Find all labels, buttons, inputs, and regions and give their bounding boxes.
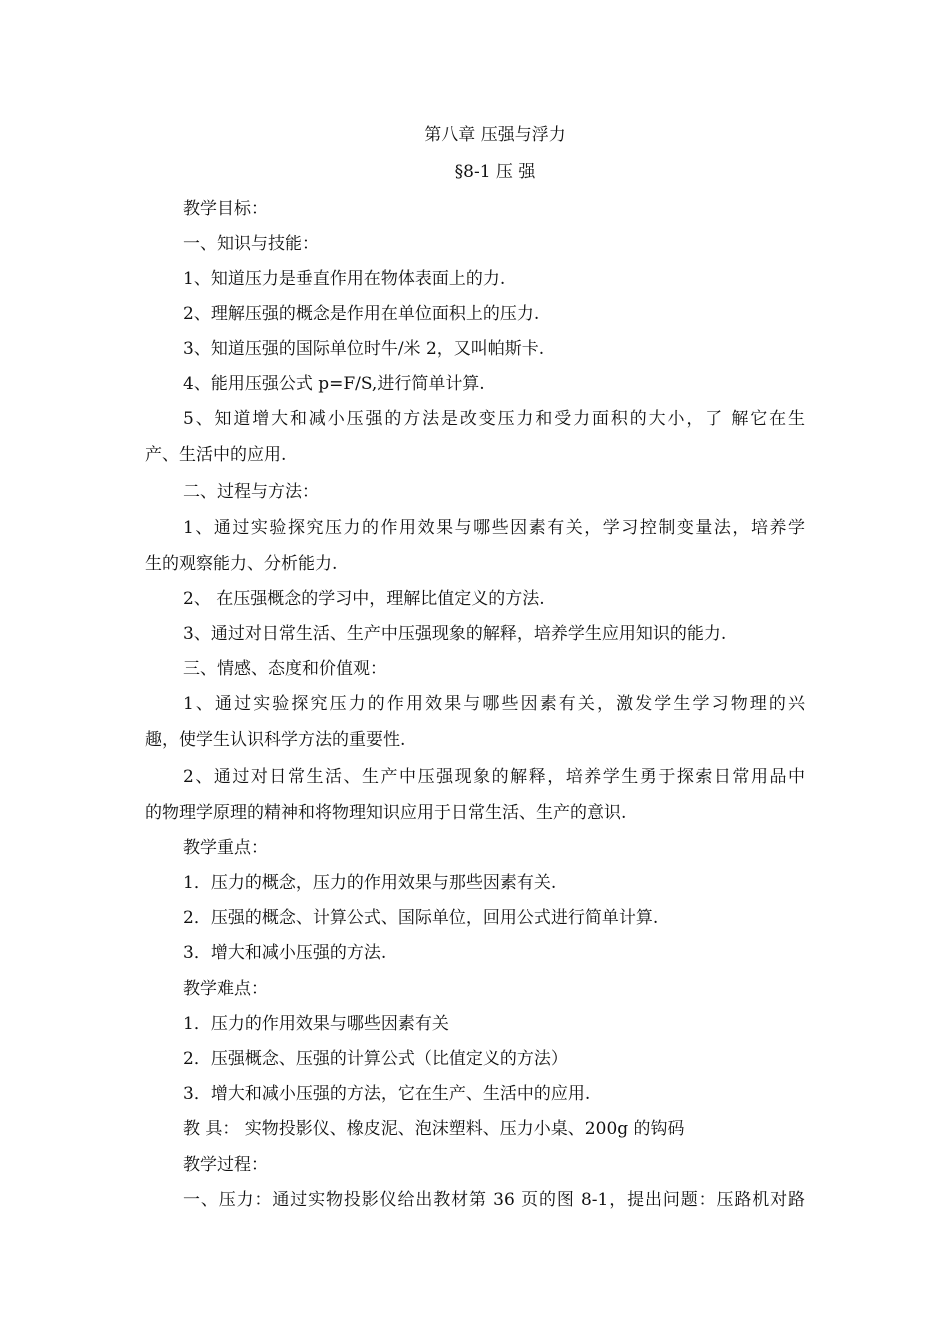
paragraph-line: 2、 在压强概念的学习中，理解比值定义的方法. [183, 589, 545, 609]
paragraph-line: 三、情感、态度和价值观： [183, 659, 387, 679]
paragraph-line: 5、知道增大和减小压强的方法是改变压力和受力面积的大小，了 解它在生 [183, 409, 805, 429]
paragraph-line: 二、过程与方法： [183, 482, 319, 502]
paragraph-line: 教学过程： [183, 1155, 268, 1175]
paragraph-line: 1．压力的概念，压力的作用效果与那些因素有关. [183, 873, 557, 893]
paragraph-line: 3、通过对日常生活、生产中压强现象的解释，培养学生应用知识的能力. [183, 624, 727, 644]
paragraph-line: 教学目标： [183, 199, 268, 219]
paragraph-line: 2．压强概念、压强的计算公式（比值定义的方法） [183, 1049, 568, 1069]
paragraph-line: 3．增大和减小压强的方法. [183, 943, 387, 963]
paragraph-line: 2、理解压强的概念是作用在单位面积上的压力. [183, 304, 540, 324]
paragraph-line: 4、能用压强公式 p=F/S,进行简单计算. [183, 374, 485, 394]
paragraph-line: 教学难点： [183, 979, 268, 999]
section-title: §8-1 压 强 [454, 162, 536, 182]
paragraph-line: 趣，使学生认识科学方法的重要性. [145, 730, 406, 750]
paragraph-line: 1．压力的作用效果与哪些因素有关 [183, 1014, 449, 1034]
paragraph-line: 2、通过对日常生活、生产中压强现象的解释，培养学生勇于探索日常用品中 [183, 767, 805, 787]
paragraph-line: 教 具： 实物投影仪、橡皮泥、泡沫塑料、压力小桌、200g 的钩码 [183, 1119, 685, 1139]
paragraph-line: 产、生活中的应用. [145, 445, 287, 465]
paragraph-line: 1、通过实验探究压力的作用效果与哪些因素有关，学习控制变量法，培养学 [183, 518, 805, 538]
paragraph-line: 的物理学原理的精神和将物理知识应用于日常生活、生产的意识. [145, 803, 627, 823]
paragraph-line: 教学重点： [183, 838, 268, 858]
paragraph-line: 一、知识与技能： [183, 234, 319, 254]
paragraph-line: 3．增大和减小压强的方法，它在生产、生活中的应用. [183, 1084, 591, 1104]
paragraph-line: 2．压强的概念、计算公式、国际单位，回用公式进行简单计算. [183, 908, 659, 928]
paragraph-line: 生的观察能力、分析能力. [145, 554, 338, 574]
chapter-title: 第八章 压强与浮力 [424, 125, 566, 145]
paragraph-line: 1、通过实验探究压力的作用效果与哪些因素有关，激发学生学习物理的兴 [183, 694, 805, 714]
paragraph-line: 一、压力：通过实物投影仪给出教材第 36 页的图 8-1，提出问题：压路机对路 [183, 1190, 805, 1210]
paragraph-line: 1、知道压力是垂直作用在物体表面上的力. [183, 269, 506, 289]
paragraph-line: 3、知道压强的国际单位时牛/米 2，又叫帕斯卡. [183, 339, 545, 359]
